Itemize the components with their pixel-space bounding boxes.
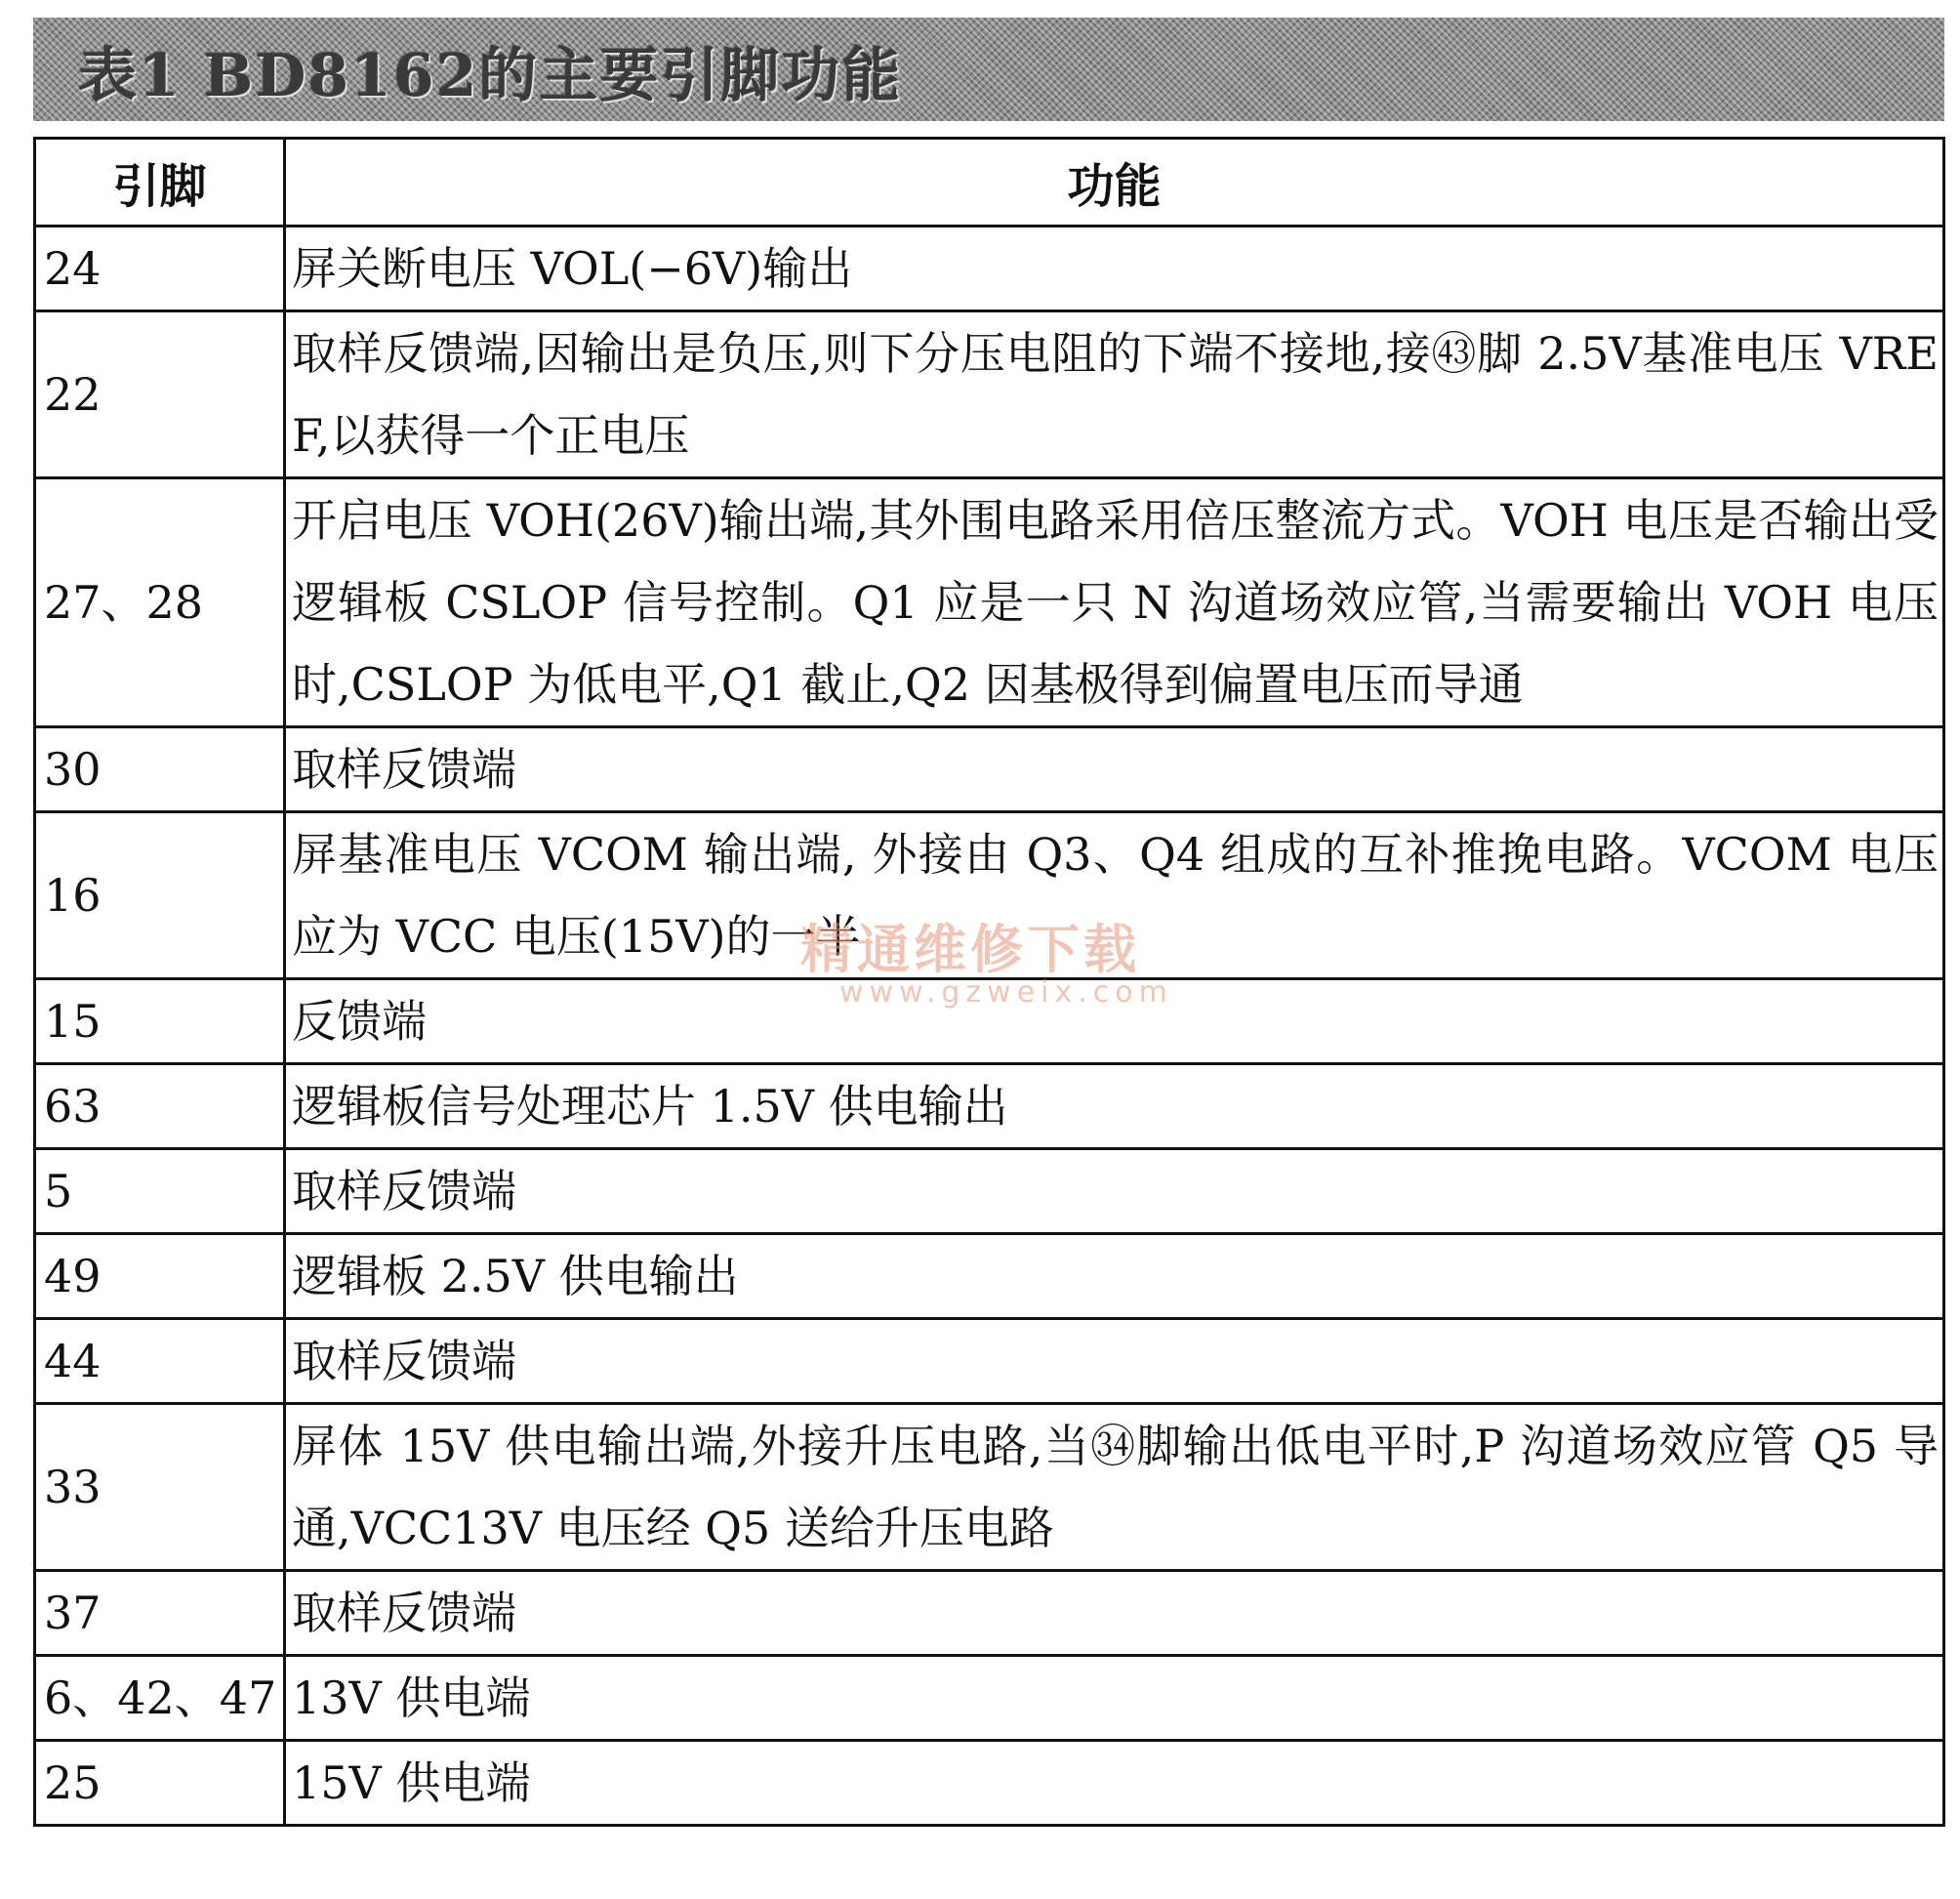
table-row	[35, 1234, 1944, 1319]
pin-cell: 30	[35, 727, 285, 812]
table-row	[35, 1404, 1944, 1571]
function-cell: 逻辑板信号处理芯片 1.5V 供电输出	[285, 1064, 1944, 1149]
table-row	[35, 1064, 1944, 1149]
table-row	[35, 1656, 1944, 1741]
function-cell: 开启电压 VOH(26V)输出端,其外围电路采用倍压整流方式。VOH 电压是否输出受逻辑板 CSLOP 信号控制。Q1 应是一只 N 沟道场效应管,当需要输出 VOH 电压时,CSLOP 为低电平,Q1 截止,Q2 因基极得到偏置电压而导通	[285, 478, 1944, 727]
title-bar	[33, 18, 1944, 121]
table-row	[35, 1571, 1944, 1656]
table-row	[35, 727, 1944, 812]
watermark-text: 精通维修下载	[800, 918, 1140, 980]
table-row	[35, 227, 1944, 311]
table-row	[35, 1319, 1944, 1404]
header-row	[35, 139, 1944, 227]
function-cell: 屏关断电压 VOL(−6V)输出	[285, 227, 1944, 311]
pin-function-table	[33, 137, 1945, 1827]
table-title: 表1 BD8162的主要引脚功能	[78, 42, 903, 110]
pin-cell: 49	[35, 1234, 285, 1319]
pin-cell: 37	[35, 1571, 285, 1656]
function-cell: 取样反馈端	[285, 727, 1944, 812]
header-function: 功能	[285, 139, 1944, 227]
table-row	[35, 979, 1944, 1064]
pin-cell: 22	[35, 311, 285, 478]
pin-cell: 6、42、47	[35, 1656, 285, 1741]
function-cell: 15V 供电端	[285, 1741, 1944, 1826]
pin-cell: 25	[35, 1741, 285, 1826]
pin-cell: 33	[35, 1404, 285, 1571]
function-cell: 屏基准电压 VCOM 输出端, 外接由 Q3、Q4 组成的互补推挽电路。VCOM 电压应为 VCC 电压(15V)的一半	[285, 812, 1944, 979]
pin-cell: 63	[35, 1064, 285, 1149]
function-cell: 取样反馈端	[285, 1319, 1944, 1404]
pin-cell: 16	[35, 812, 285, 979]
pin-cell: 15	[35, 979, 285, 1064]
function-cell: 13V 供电端	[285, 1656, 1944, 1741]
function-cell: 取样反馈端	[285, 1149, 1944, 1234]
table-row	[35, 1741, 1944, 1826]
header-pin: 引脚	[35, 139, 285, 227]
table-row	[35, 311, 1944, 478]
function-cell: 取样反馈端,因输出是负压,则下分压电阻的下端不接地,接㊸脚 2.5V基准电压 VREF,以获得一个正电压	[285, 311, 1944, 478]
pin-cell: 24	[35, 227, 285, 311]
pin-cell: 27、28	[35, 478, 285, 727]
pin-cell: 5	[35, 1149, 285, 1234]
watermark-url: www.gzweix.com	[839, 975, 1173, 1010]
table-row	[35, 1149, 1944, 1234]
pin-cell: 44	[35, 1319, 285, 1404]
function-cell: 反馈端	[285, 979, 1944, 1064]
table-row	[35, 812, 1944, 979]
function-cell: 取样反馈端	[285, 1571, 1944, 1656]
table-row	[35, 478, 1944, 727]
function-cell: 逻辑板 2.5V 供电输出	[285, 1234, 1944, 1319]
function-cell: 屏体 15V 供电输出端,外接升压电路,当㉞脚输出低电平时,P 沟道场效应管 Q5 导通,VCC13V 电压经 Q5 送给升压电路	[285, 1404, 1944, 1571]
